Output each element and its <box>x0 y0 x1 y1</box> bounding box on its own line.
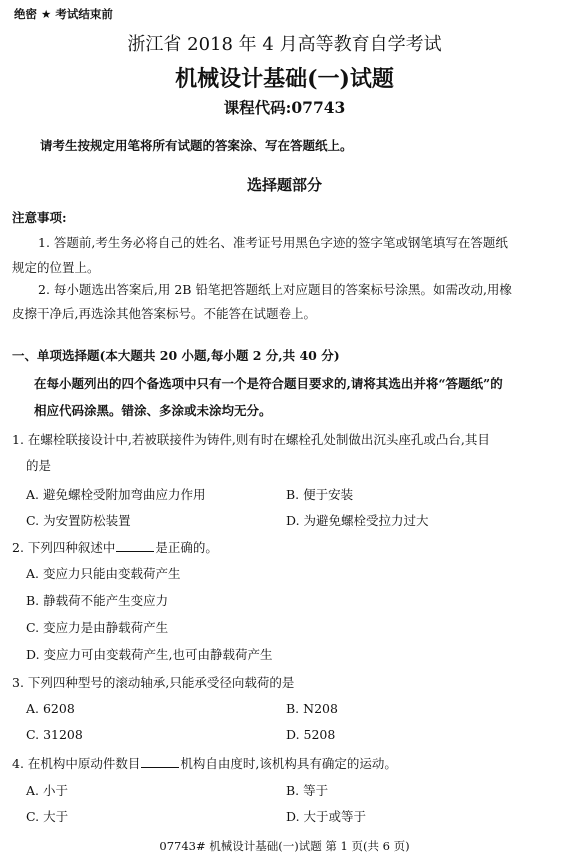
question-1: 1. 在螺栓联接设计中,若被联接件为铸件,则有时在螺栓孔处制做出沉头座孔或凸台,其目 <box>12 432 490 447</box>
q3-option-d: D. 5208 <box>286 727 336 742</box>
notice-heading: 注意事项: <box>12 210 67 225</box>
page-footer: 07743# 机械设计基础(一)试题 第 1 页(共 6 页) <box>159 839 410 853</box>
q4-option-d: D. 大于或等于 <box>286 809 367 824</box>
question-2-post: 是正确的。 <box>155 540 218 555</box>
notice-item-2-cont: 皮擦干净后,再选涂其他答案标号。不能答在试题卷上。 <box>12 306 316 321</box>
exam-line: 浙江省 2018 年 4 月高等教育自学考试 <box>127 34 442 55</box>
q2-option-b: B. 静载荷不能产生变应力 <box>26 593 169 608</box>
part1-desc: 在每小题列出的四个备选项中只有一个是符合题目要求的,请将其选出并将“答题纸”的 <box>34 376 503 391</box>
q2-option-a: A. 变应力只能由变载荷产生 <box>26 566 181 581</box>
q1-option-b: B. 便于安装 <box>286 487 354 502</box>
question-1-cont: 的是 <box>26 458 52 473</box>
question-4-post: 机构自由度时,该机构具有确定的运动。 <box>180 756 397 771</box>
q4-option-a: A. 小于 <box>26 783 68 798</box>
q3-option-c: C. 31208 <box>26 727 83 742</box>
answer-instruction: 请考生按规定用笔将所有试题的答案涂、写在答题纸上。 <box>40 138 353 153</box>
exam-title: 机械设计基础(一)试题 <box>175 66 394 92</box>
q2-option-c: C. 变应力是由静载荷产生 <box>26 620 169 635</box>
q1-option-a: A. 避免螺栓受附加弯曲应力作用 <box>26 487 206 502</box>
q4-option-b: B. 等于 <box>286 783 329 798</box>
notice-item-1: 1. 答题前,考生务必将自己的姓名、准考证号用黑色字迹的签字笔或钢笔填写在答题纸 <box>38 235 508 250</box>
q3-option-b: B. N208 <box>286 701 338 716</box>
question-4 <box>12 754 397 772</box>
q1-option-d: D. 为避免螺栓受拉力过大 <box>286 513 429 528</box>
q4-option-c: C. 大于 <box>26 809 69 824</box>
secret-label: 绝密 ★ 考试结束前 <box>14 7 113 21</box>
q3-option-a: A. 6208 <box>26 701 75 716</box>
question-2 <box>12 538 218 556</box>
notice-item-2: 2. 每小题选出答案后,用 2B 铅笔把答题纸上对应题目的答案标号涂黑。如需改动,用橡 <box>38 282 512 297</box>
section-title: 选择题部分 <box>246 176 322 194</box>
part1-heading: 一、单项选择题(本大题共 20 小题,每小题 2 分,共 40 分) <box>12 348 340 363</box>
part1-desc-cont: 相应代码涂黑。错涂、多涂或未涂均无分。 <box>34 403 272 418</box>
answer-blank <box>141 755 179 768</box>
question-3: 3. 下列四种型号的滚动轴承,只能承受径向载荷的是 <box>12 675 295 690</box>
q1-option-c: C. 为安置防松装置 <box>26 513 131 528</box>
question-2-pre: 2. 下列四种叙述中 <box>12 540 116 555</box>
answer-blank <box>116 539 154 552</box>
course-code: 课程代码:07743 <box>223 98 346 117</box>
q2-option-d: D. 变应力可由变载荷产生,也可由静载荷产生 <box>26 647 273 662</box>
question-4-pre: 4. 在机构中原动件数目 <box>12 756 141 771</box>
notice-item-1-cont: 规定的位置上。 <box>12 260 100 275</box>
